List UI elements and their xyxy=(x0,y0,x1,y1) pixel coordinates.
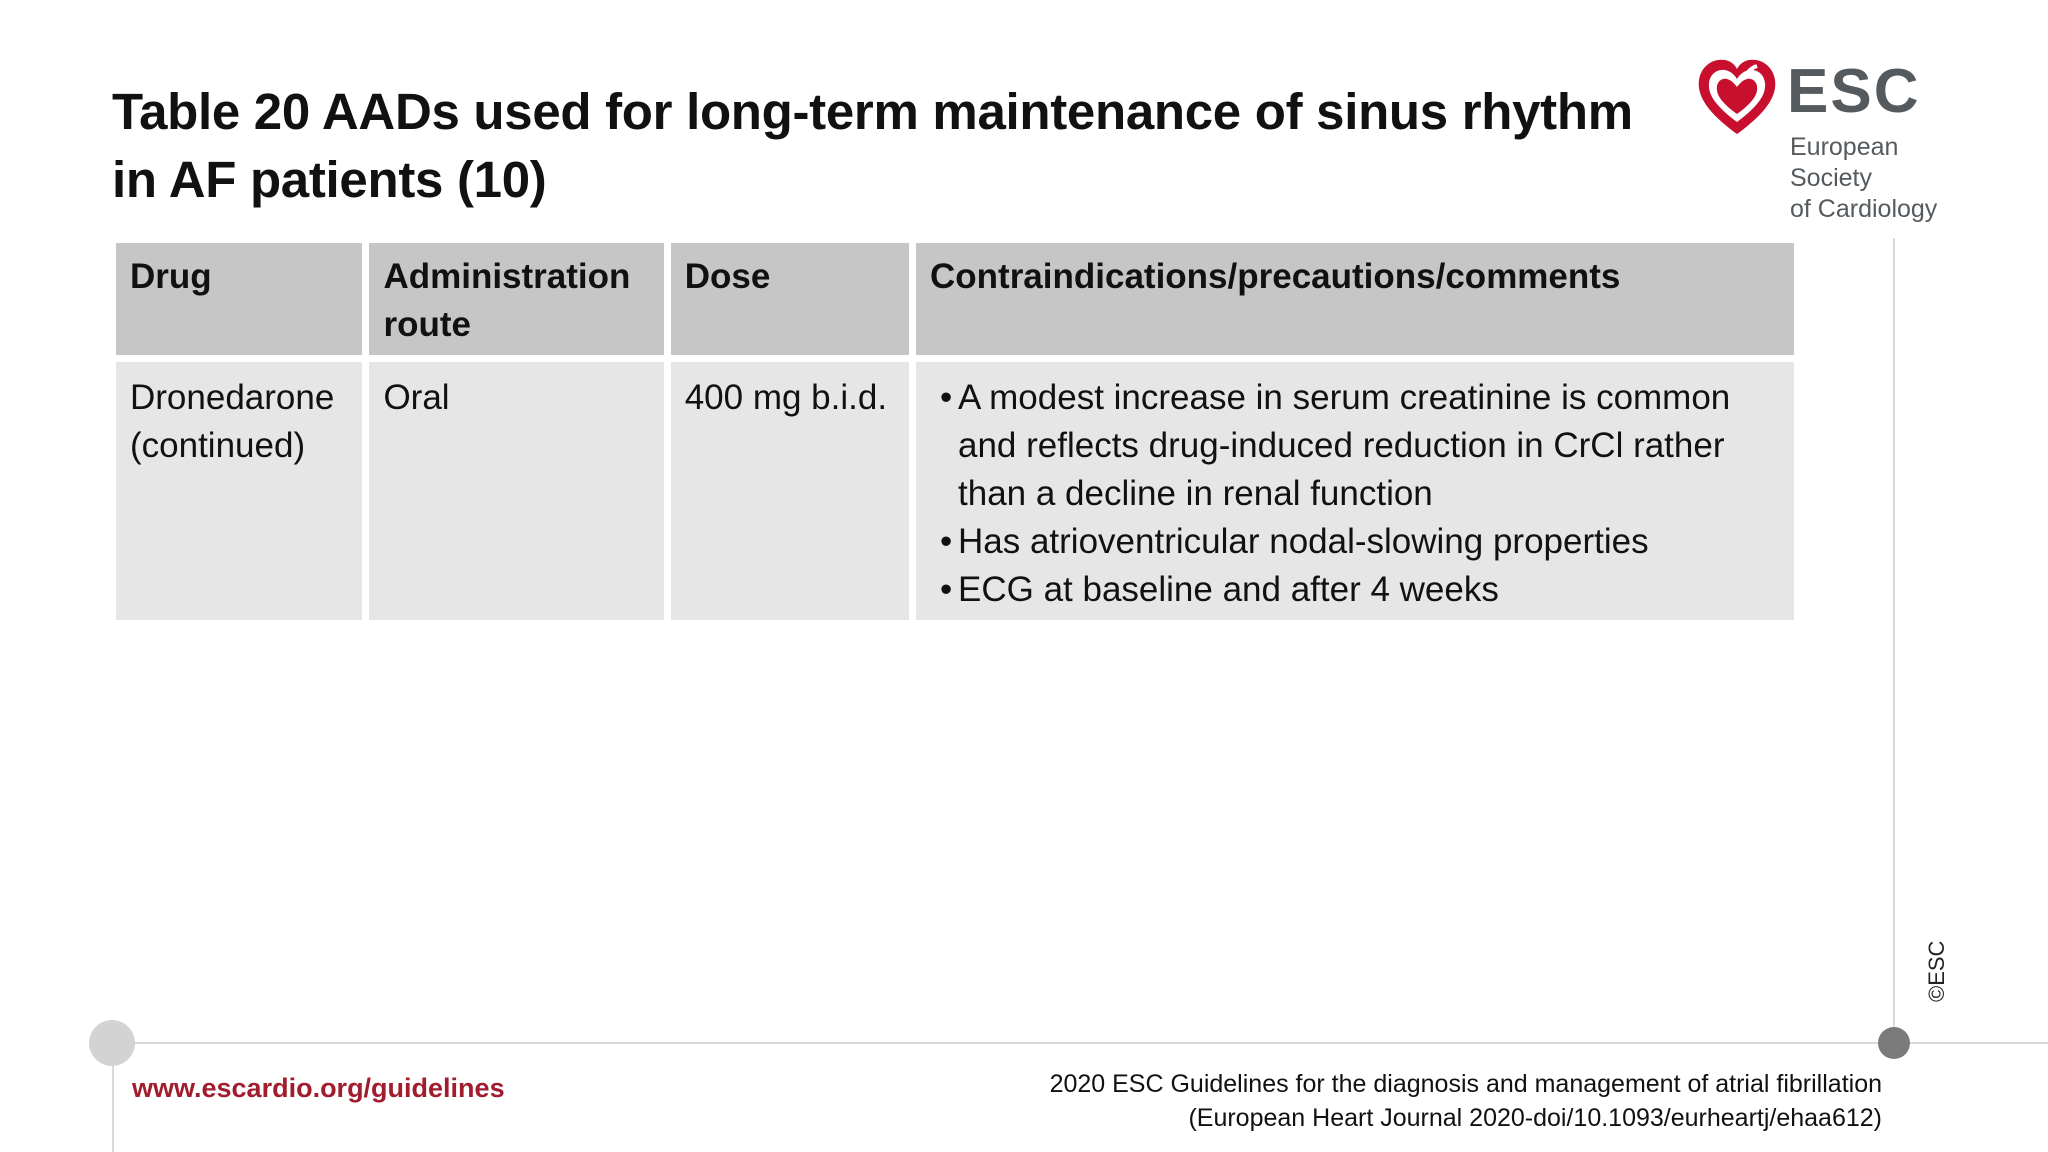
cell-dose: 400 mg b.i.d. xyxy=(671,362,909,620)
citation-line1: 2020 ESC Guidelines for the diagnosis and management of atrial fibrillation xyxy=(1049,1070,1882,1098)
footer-right-dot xyxy=(1878,1027,1910,1059)
logo-name-line1: European Society xyxy=(1790,133,1899,192)
logo-abbreviation: ESC xyxy=(1787,57,1921,126)
footer-left-dot xyxy=(89,1020,135,1066)
list-item: • A modest increase in serum creatinine is common and reflects drug-induced reduction in CrCl rather than a decline in renal function xyxy=(930,374,1780,518)
cell-drug: Dronedarone (continued) xyxy=(116,362,362,620)
list-item: • Has atrioventricular nodal-slowing properties xyxy=(930,518,1780,566)
header-dose: Dose xyxy=(671,243,909,355)
comments-list xyxy=(930,374,1780,614)
guidelines-link[interactable]: www.escardio.org/guidelines xyxy=(132,1073,505,1103)
table-row xyxy=(116,362,1794,620)
aad-table xyxy=(109,236,1801,627)
cell-comments xyxy=(916,362,1794,620)
cell-route: Oral xyxy=(369,362,663,620)
table-header-row xyxy=(116,243,1794,355)
right-divider-line xyxy=(1893,238,1895,1046)
footer-divider-line xyxy=(112,1042,2048,1044)
esc-logo xyxy=(1695,56,1985,223)
slide-title-line2: in AF patients (10) xyxy=(112,151,547,208)
slide-title-line1: Table 20 AADs used for long-term maintenance of sinus rhythm xyxy=(112,83,1633,140)
header-comments: Contraindications/precautions/comments xyxy=(916,243,1794,355)
header-drug: Drug xyxy=(116,243,362,355)
header-administration-route: Administration route xyxy=(369,243,663,355)
logo-organization-name xyxy=(1790,132,1985,225)
slide-title xyxy=(112,78,1672,214)
citation xyxy=(1050,1067,1882,1135)
copyright-notice: ©ESC xyxy=(1924,940,1949,1002)
list-item: • ECG at baseline and after 4 weeks xyxy=(930,566,1780,614)
heart-icon xyxy=(1695,56,1779,140)
logo-name-line2: of Cardiology xyxy=(1790,195,1938,223)
citation-line2: (European Heart Journal 2020-doi/10.1093/eurheartj/ehaa612) xyxy=(1188,1104,1882,1132)
